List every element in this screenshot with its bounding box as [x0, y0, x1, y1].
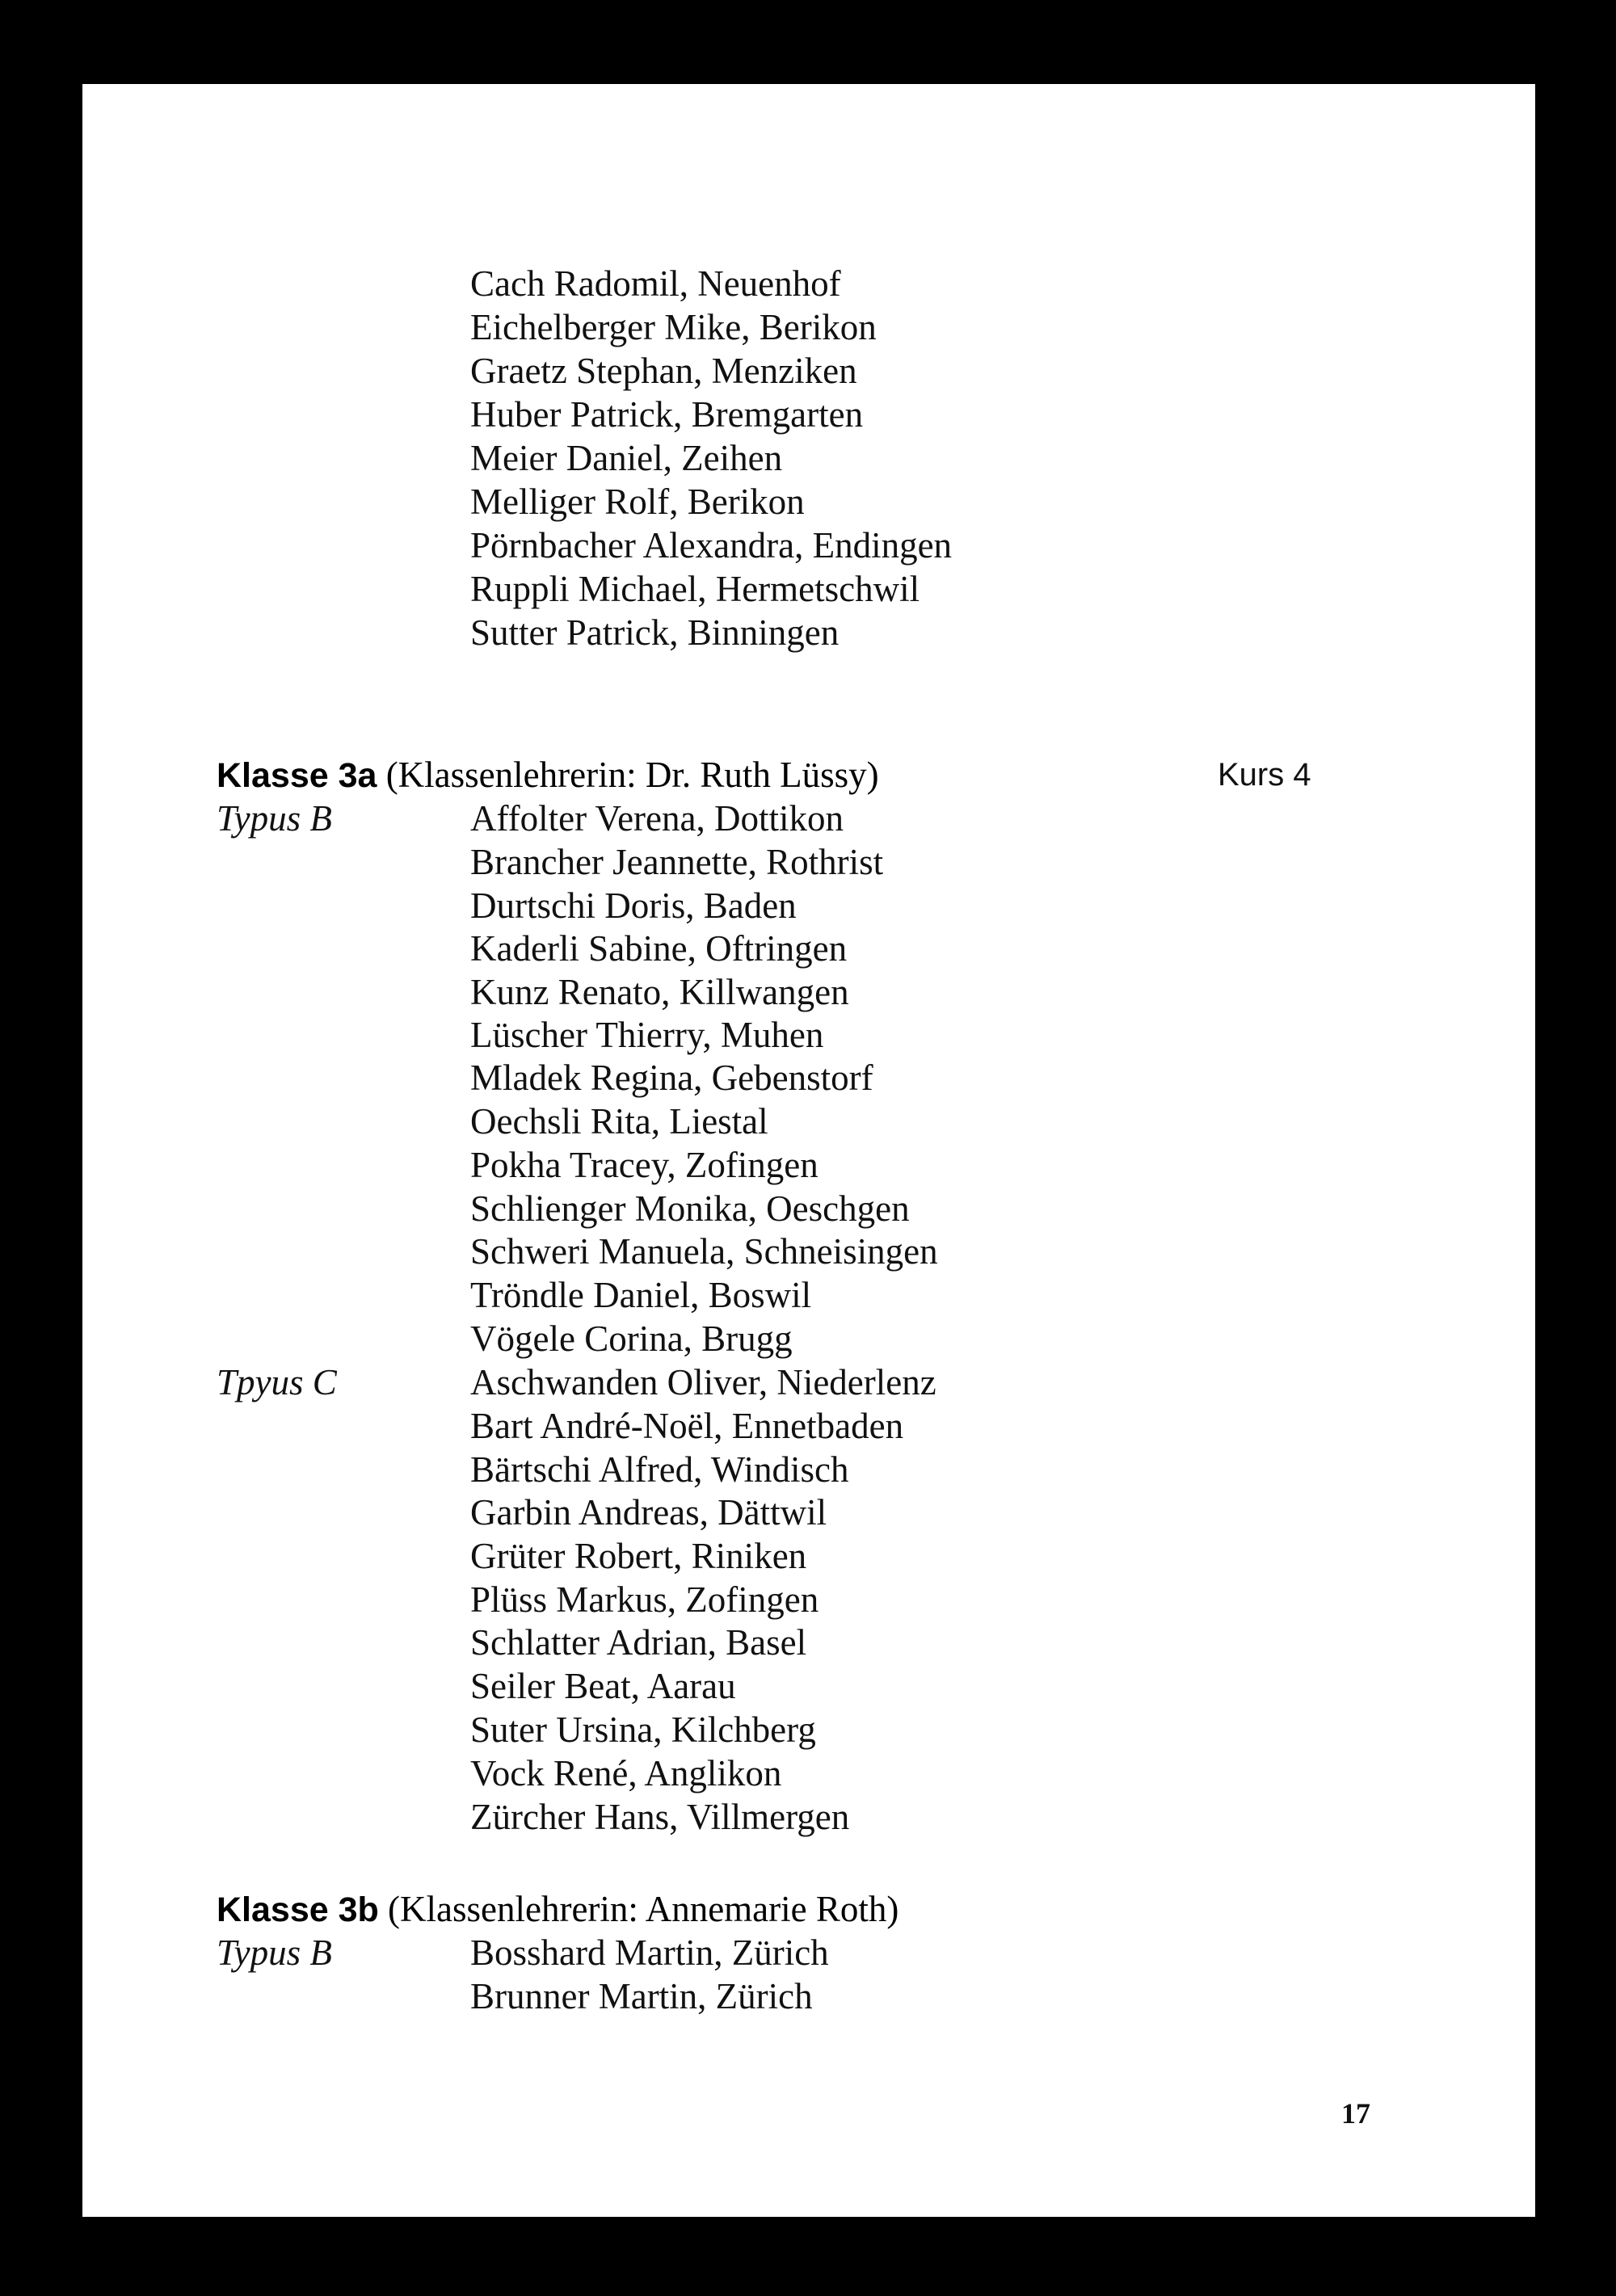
teacher-label: (Klassenlehrerin: Annemarie Roth)	[388, 1889, 899, 1929]
list-item: Eichelberger Mike, Berikon	[470, 307, 877, 347]
list-item: Kunz Renato, Killwangen	[470, 972, 849, 1012]
list-item: Zürcher Hans, Villmergen	[470, 1797, 850, 1837]
klasse-3a-heading	[217, 753, 879, 797]
list-item: Schlienger Monika, Oeschgen	[470, 1188, 910, 1229]
list-item: Brancher Jeannette, Rothrist	[470, 842, 884, 882]
list-item: Ruppli Michael, Hermetschwil	[470, 569, 920, 609]
page	[82, 84, 1535, 2217]
list-item: Grüter Robert, Riniken	[470, 1536, 807, 1576]
klasse-label: Klasse 3a	[217, 756, 377, 795]
list-item: Melliger Rolf, Berikon	[470, 481, 805, 522]
list-item: Pörnbacher Alexandra, Endingen	[470, 525, 953, 566]
list-item: Suter Ursina, Kilchberg	[470, 1709, 816, 1750]
typus-label: Typus B	[217, 798, 332, 839]
list-item: Tröndle Daniel, Boswil	[470, 1275, 812, 1315]
list-item: Meier Daniel, Zeihen	[470, 438, 783, 478]
list-item: Affolter Verena, Dottikon	[470, 798, 844, 839]
list-item: Lüscher Thierry, Muhen	[470, 1015, 824, 1055]
list-item: Oechsli Rita, Liestal	[470, 1101, 768, 1142]
list-item: Graetz Stephan, Menziken	[470, 351, 857, 391]
page-number: 17	[1341, 2097, 1370, 2130]
list-item: Bosshard Martin, Zürich	[470, 1932, 829, 1973]
list-item: Vock René, Anglikon	[470, 1753, 782, 1793]
list-item: Sutter Patrick, Binningen	[470, 612, 840, 653]
list-item: Durtschi Doris, Baden	[470, 885, 797, 926]
list-item: Schweri Manuela, Schneisingen	[470, 1231, 938, 1272]
list-item: Schlatter Adrian, Basel	[470, 1622, 807, 1663]
list-item: Aschwanden Oliver, Niederlenz	[470, 1362, 936, 1402]
typus-label: Typus B	[217, 1932, 332, 1973]
list-item: Bärtschi Alfred, Windisch	[470, 1449, 849, 1490]
list-item: Kaderli Sabine, Oftringen	[470, 928, 848, 969]
klasse-3b-heading	[217, 1887, 898, 1932]
typus-label: Tpyus C	[217, 1362, 337, 1402]
list-item: Mladek Regina, Gebenstorf	[470, 1058, 873, 1098]
list-item: Cach Radomil, Neuenhof	[470, 263, 841, 304]
list-item: Vögele Corina, Brugg	[470, 1318, 793, 1359]
teacher-label: (Klassenlehrerin: Dr. Ruth Lüssy)	[385, 755, 879, 795]
list-item: Plüss Markus, Zofingen	[470, 1579, 819, 1620]
list-item: Pokha Tracey, Zofingen	[470, 1145, 819, 1185]
list-item: Brunner Martin, Zürich	[470, 1976, 813, 2016]
list-item: Garbin Andreas, Dättwil	[470, 1492, 827, 1533]
klasse-label: Klasse 3b	[217, 1890, 379, 1929]
kurs-label: Kurs 4	[1218, 757, 1311, 793]
list-item: Bart André-Noël, Ennetbaden	[470, 1406, 904, 1446]
list-item: Huber Patrick, Bremgarten	[470, 394, 864, 435]
list-item: Seiler Beat, Aarau	[470, 1666, 736, 1706]
